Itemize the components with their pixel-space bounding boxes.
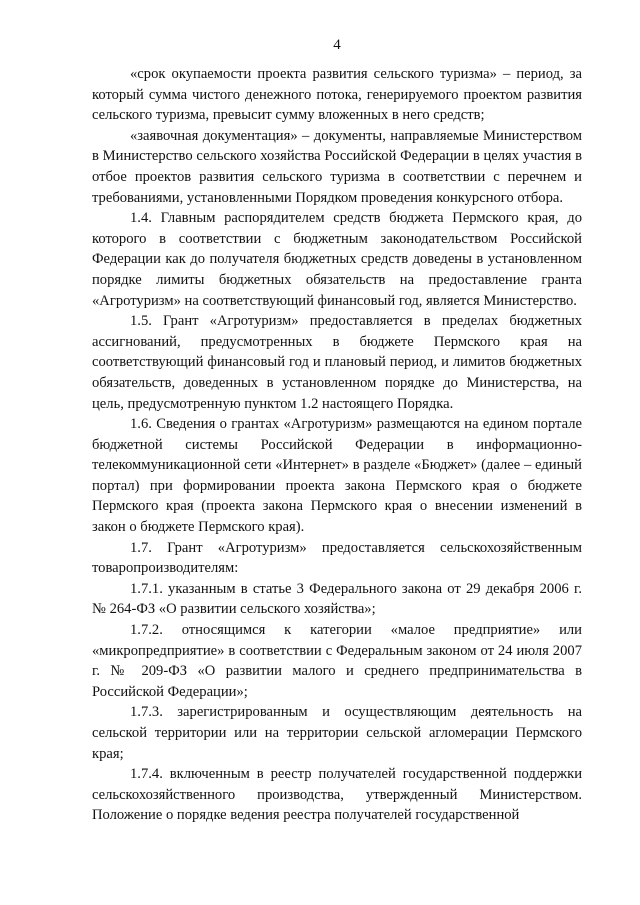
paragraph-1-7-2: 1.7.2. относящимся к категории «малое предприятие» или «микропредприятие» в соответствии с Федеральным законом от 24 июля 2007 г. № 209-ФЗ «О развитии малого и среднего предпринимательства в Российской Федерации»; <box>92 622 582 700</box>
document-body <box>92 64 582 826</box>
paragraph-1-6: 1.6. Сведения о грантах «Агротуризм» размещаются на едином портале бюджетной системы Российской Федерации в информационно-телекоммуникационной сети «Интернет» в разделе «Бюджет» (далее – единый портал) при формировании проекта закона Пермского края о бюджете Пермского края (проекта закона Пермского края о внесении изменений в закон о бюджете Пермского края). <box>92 416 582 536</box>
paragraph-application-documents: «заявочная документация» – документы, направляемые Министерством в Министерство сельского хозяйства Российской Федерации в целях участия в отбое проектов развития сельского туризма в соответствии с перечнем и требованиями, установленными Порядком проведения конкурсного отбора. <box>92 127 582 206</box>
paragraph-payback-period: «срок окупаемости проекта развития сельского туризма» – период, за который сумма чистого денежного потока, генерируемого проектом развития сельского туризма, превысит сумму вложенных в него средств; <box>92 66 582 124</box>
paragraph-1-5: 1.5. Грант «Агротуризм» предоставляется в пределах бюджетных ассигнований, предусмотренных в бюджете Пермского края на соответствующий финансовый год и плановый период, и лимитов бюджетных обязательств, доведенных в установленном порядке до Министерства, на цель, предусмотренную пунктом 1.2 настоящего Порядка. <box>92 313 582 412</box>
page-number: 4 <box>333 37 341 53</box>
paragraph-1-4: 1.4. Главным распорядителем средств бюджета Пермского края, до которого в соответствии с бюджетным законодательством Российской Федерации как до получателя бюджетных средств доведены в установленном порядке лимиты бюджетных обязательств на предоставление гранта «Агротуризм» на соответствующий финансовый год, является Министерство. <box>92 210 582 309</box>
paragraph-1-7: 1.7. Грант «Агротуризм» предоставляется сельскохозяйственным товаропроизводителям: <box>92 539 582 577</box>
paragraph-1-7-1: 1.7.1. указанным в статье 3 Федерального закона от 29 декабря 2006 г. № 264-ФЗ «О развитии сельского хозяйства»; <box>92 580 582 618</box>
paragraph-1-7-4: 1.7.4. включенным в реестр получателей государственной поддержки сельскохозяйственного производства, утвержденный Министерством. Положение о порядке ведения реестра получателей государственной <box>92 766 582 824</box>
paragraph-1-7-3: 1.7.3. зарегистрированным и осуществляющим деятельность на сельской территории или на территории сельской агломерации Пермского края; <box>92 704 582 762</box>
